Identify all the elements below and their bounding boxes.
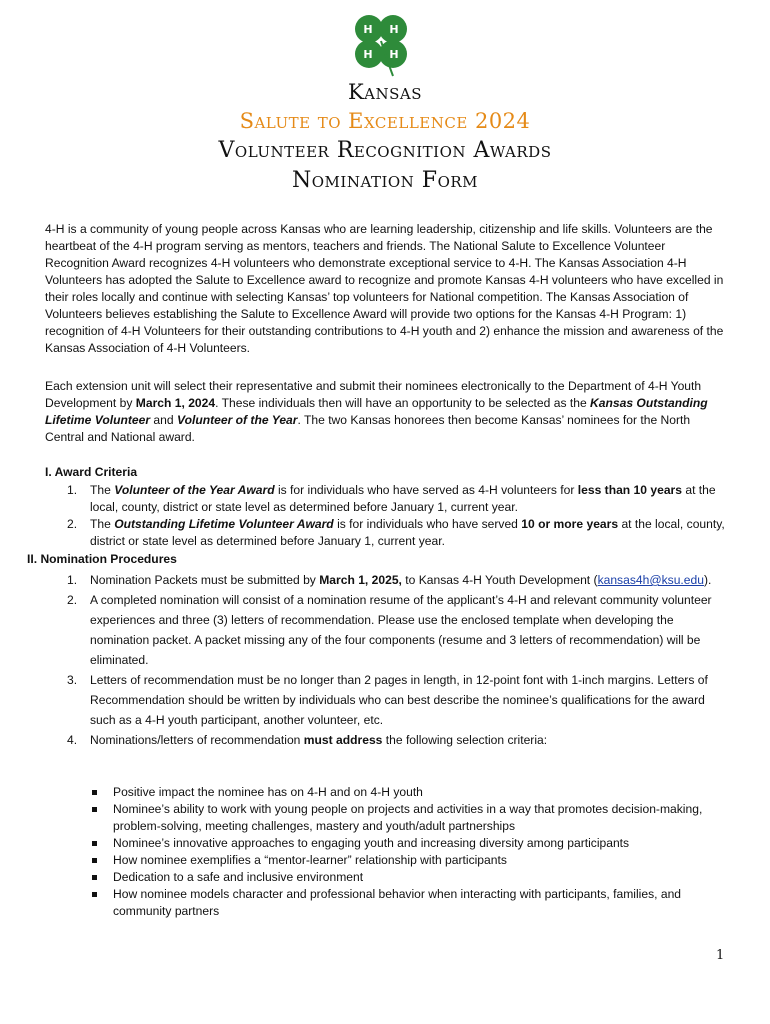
- award-criteria-list: [45, 482, 727, 550]
- email-link[interactable]: kansas4h@ksu.edu: [597, 573, 704, 587]
- 4-h-clover-icon: [347, 10, 415, 78]
- list-item: 2. A completed nomination will consist of a nomination resume of the applicant’s 4-H and relevant community volunteer experiences and three (3) letters of recommendation. Please use the enclosed template when developing the nomination packet. A packet missing any of the four components (resume and 3 letters of recommendation) will be eliminated.: [67, 593, 712, 667]
- document-title: Volunteer Recognition Awards: [218, 138, 552, 163]
- bullet-item: Positive impact the nominee has on 4-H and on 4-H youth: [90, 784, 730, 801]
- salute-heading: Salute to Excellence 2024: [239, 109, 531, 133]
- bullet-item: How nominee exemplifies a “mentor-learner” relationship with participants: [90, 852, 730, 869]
- bullet-icon: [92, 841, 97, 846]
- state-heading: Kansas: [347, 80, 423, 104]
- selection-criteria-list: [90, 784, 730, 920]
- submission-paragraph: Each extension unit will select their representative and submit their nominees electronically to the Department of 4-H Youth Development by March 1, 2024. These individuals then will have an opportunity to be selected as the Kansas Outstanding Lifetime Volunteer and Volunteer of the Year. The two Kansas honorees then become Kansas’ nominees for the North Central and National award.: [45, 379, 708, 444]
- bullet-icon: [92, 875, 97, 880]
- bullet-icon: [92, 790, 97, 795]
- award-criteria-heading: I. Award Criteria: [45, 465, 138, 479]
- svg-text:H: H: [389, 48, 399, 61]
- bullet-icon: [92, 807, 97, 812]
- bullet-icon: [92, 858, 97, 863]
- bullet-item: Nominee’s ability to work with young people on projects and activities in a way that promotes decision-making, problem-solving, meeting challenges, mastery and youth/adult partnerships: [90, 801, 730, 835]
- list-item: 4. Nominations/letters of recommendation must address the following selection criteria:: [67, 733, 548, 747]
- svg-text:H: H: [363, 48, 373, 61]
- svg-text:H: H: [389, 23, 399, 36]
- list-item: 2. The Outstanding Lifetime Volunteer Award is for individuals who have served 10 or more years at the local, county, district or state level as determined before January 1, current year.: [67, 517, 725, 548]
- page-number: 1: [716, 948, 725, 963]
- bullet-icon: [92, 892, 97, 897]
- list-item: 1. Nomination Packets must be submitted by March 1, 2025, to Kansas 4-H Youth Development (kansas4h@ksu.edu).: [67, 573, 712, 587]
- list-item: 3. Letters of recommendation must be no longer than 2 pages in length, in 12-point font with 1-inch margins. Letters of Recommendation should be written by individuals who can best describe the nominee’s qualifications for the award such as a 4-H youth participant, another volunteer, etc.: [67, 673, 708, 727]
- list-item: 1. The Volunteer of the Year Award is for individuals who have served as 4-H volunteers for less than 10 years at the local, county, district or state level as determined before January 1, current year.: [67, 483, 716, 514]
- svg-text:H: H: [363, 23, 373, 36]
- bullet-item: Dedication to a safe and inclusive environment: [90, 869, 730, 886]
- intro-paragraph: 4-H is a community of young people across Kansas who are learning leadership, citizenship and life skills. Volunteers are the heartbeat of the 4-H program serving as mentors, teachers and friends. The National Salute to Excellence Volunteer Recognition Award recognizes 4-H volunteers who demonstrate exceptional service to 4-H. The Kansas Association 4-H Volunteers has adopted the Salute to Excellence award to recognize and promote Kansas 4-H volunteers who have excelled in their roles locally and continue with selecting Kansas’ top volunteers for National competition. The Kansas Association of Volunteers believes establishing the Salute to Excellence Award will provide two options for the Kansas 4-H Program: 1) recognition of 4-H Volunteers for their outstanding contributions to 4-H youth and 2) enhance the mission and awareness of the Kansas Association of 4-H Volunteers.: [45, 222, 724, 355]
- document-subtitle: Nomination Form: [291, 168, 479, 193]
- bullet-item: How nominee models character and professional behavior when interacting with participants, families, and community partners: [90, 886, 730, 920]
- nomination-procedures-list: [45, 570, 727, 750]
- bullet-item: Nominee’s innovative approaches to engaging youth and increasing diversity among participants: [90, 835, 730, 852]
- nomination-procedures-heading: II. Nomination Procedures: [27, 552, 177, 566]
